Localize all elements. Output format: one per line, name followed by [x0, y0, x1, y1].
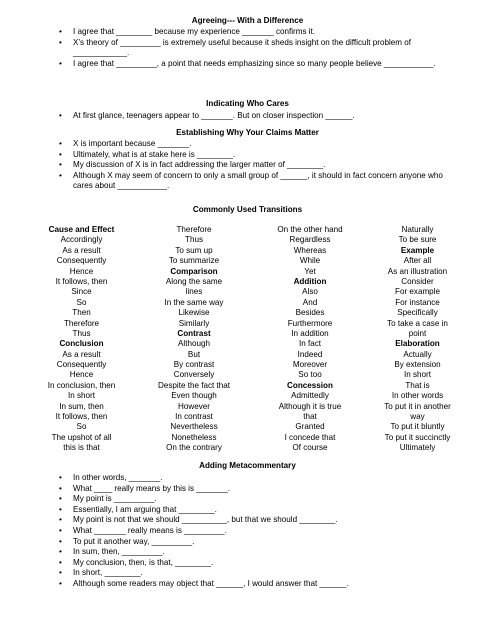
- transition-category: Conclusion: [59, 339, 104, 349]
- heading-who-cares: Indicating Who Cares: [206, 99, 289, 108]
- bullet-item: • My point is _________.: [0, 494, 495, 505]
- transitions-column-1: [34, 225, 129, 454]
- transitions-column-3: [255, 225, 365, 454]
- transition-word: To take a case in: [387, 318, 448, 328]
- transition-word: And: [302, 297, 318, 307]
- transition-category: Contrast: [177, 328, 211, 338]
- bullet-item: • My discussion of X is in fact addressing the larger matter of ________.: [0, 160, 495, 171]
- transition-word: But: [187, 349, 201, 359]
- transition-word: Along the same: [165, 276, 223, 286]
- transition-word: So: [76, 297, 87, 307]
- transition-word: Therefore: [176, 225, 212, 234]
- transition-word: However: [178, 401, 210, 411]
- transition-word: Moreover: [292, 360, 328, 370]
- transition-word: Thus: [72, 328, 91, 338]
- transition-word: To put it in another: [384, 401, 451, 411]
- transition-category: Addition: [293, 276, 327, 286]
- transition-word: To sum up: [175, 245, 213, 255]
- bullet-item: • What ____ really means by this is _______.: [0, 484, 495, 495]
- bullet-item: • I agree that _________, a point that needs emphasizing since so many people believe ___________.: [0, 59, 495, 70]
- transition-word: Consequently: [56, 256, 107, 266]
- transition-word: Although it is true: [278, 401, 342, 411]
- transition-word: In conclusion, then: [47, 380, 116, 390]
- transition-word: It follows, then: [55, 276, 108, 286]
- transition-word: point: [408, 328, 427, 338]
- transition-word: In short: [404, 370, 431, 380]
- transition-word: In sum, then: [59, 401, 104, 411]
- transition-word: I concede that: [284, 432, 336, 442]
- bullet-item: • Essentially, I am arguing that ________.: [0, 505, 495, 516]
- transition-word: Specifically: [397, 308, 438, 318]
- transition-word: Besides: [295, 308, 325, 318]
- transition-word: this is that: [63, 443, 100, 453]
- transition-category: Elaboration: [395, 339, 440, 349]
- bullet-item: • What _______ really means is _________.: [0, 526, 495, 537]
- transition-word: Similarly: [178, 318, 210, 328]
- transition-word: Actually: [403, 349, 432, 359]
- transition-word: So: [76, 422, 87, 432]
- transition-word: Even though: [171, 391, 217, 401]
- transition-word: Also: [302, 287, 318, 297]
- transition-word: Indeed: [297, 349, 323, 359]
- transition-category: Concession: [287, 380, 333, 390]
- transition-category: Example: [400, 245, 435, 255]
- transition-word: Although: [178, 339, 210, 349]
- transition-word: In the same way: [164, 297, 224, 307]
- transition-word: Therefore: [63, 318, 100, 328]
- transition-word: Hence: [69, 370, 94, 380]
- transition-word: To put it bluntly: [390, 422, 445, 432]
- transition-word: Yet: [304, 266, 316, 276]
- bullet-item: • My conclusion, then, is that, ________.: [0, 558, 495, 569]
- transition-word: Consequently: [56, 360, 107, 370]
- transition-word: lines: [185, 287, 203, 297]
- transition-word: As a result: [62, 349, 101, 359]
- transition-word: Nevertheless: [170, 422, 218, 432]
- transition-word: Despite the fact that: [158, 380, 230, 390]
- transition-word: Then: [72, 308, 91, 318]
- transition-word: For example: [395, 287, 440, 297]
- transition-word: To put it succinctly: [384, 432, 451, 442]
- transition-word: By contrast: [173, 360, 215, 370]
- bullet-item: • Ultimately, what is at stake here is ________.: [0, 150, 495, 161]
- transition-word: As a result: [62, 245, 101, 255]
- bullet-item: • Although X may seem of concern to only a small group of ______, it should in fact concern anyone who cares about ___________.: [0, 171, 495, 192]
- transition-word: In contrast: [175, 412, 213, 422]
- transition-word: In other words: [391, 391, 444, 401]
- transition-word: On the other hand: [277, 225, 343, 234]
- transition-category: Comparison: [170, 266, 218, 276]
- transition-word: Accordingly: [60, 235, 103, 245]
- bullet-item: • In sum, then, _________.: [0, 547, 495, 558]
- transition-word: By extension: [394, 360, 441, 370]
- transition-word: For instance: [395, 297, 440, 307]
- transition-word: As an illustration: [387, 266, 448, 276]
- transition-word: While: [299, 256, 321, 266]
- heading-transitions: Commonly Used Transitions: [192, 205, 303, 214]
- bullet-item: • I agree that ________ because my experience _______ confirms it.: [0, 27, 495, 38]
- transition-word: To be sure: [398, 235, 437, 245]
- transition-word: To summarize: [168, 256, 220, 266]
- heading-metacommentary: Adding Metacommentary: [199, 461, 296, 470]
- transition-word: Nonetheless: [171, 432, 217, 442]
- transition-word: So too: [298, 370, 322, 380]
- transition-word: Consider: [401, 276, 434, 286]
- transition-word: Furthermore: [287, 318, 333, 328]
- transition-word: It follows, then: [55, 412, 108, 422]
- transition-word: After all: [403, 256, 432, 266]
- transition-word: In short: [68, 391, 95, 401]
- transition-word: On the contrary: [166, 443, 222, 453]
- bullet-item: • To put it another way, _________.: [0, 537, 495, 548]
- bullet-item: • In short, ________.: [0, 568, 495, 579]
- transition-word: Admittedly: [291, 391, 329, 401]
- bullet-item: • Although some readers may object that ______, I would answer that ______.: [0, 579, 495, 590]
- list-why-matter: [0, 139, 495, 192]
- list-agreeing: [0, 27, 495, 69]
- transition-word: That is: [405, 380, 430, 390]
- transition-word: Ultimately: [399, 443, 436, 453]
- bullet-item: • In other words, _______.: [0, 473, 495, 484]
- transition-word: Conversely: [173, 370, 215, 380]
- transition-word: In fact: [298, 339, 322, 349]
- transition-word: that: [303, 412, 317, 422]
- transitions-column-2: [140, 225, 248, 454]
- transition-word: Likewise: [178, 308, 210, 318]
- transition-category: Cause and Effect: [48, 225, 115, 234]
- transition-word: Whereas: [293, 245, 327, 255]
- transition-word: way: [410, 412, 425, 422]
- transition-word: Hence: [69, 266, 94, 276]
- list-metacommentary: [0, 473, 495, 590]
- bullet-item: • X’s theory of _________ is extremely useful because it sheds insight on the difficult problem of ____________.: [0, 38, 495, 59]
- bullet-item: • X is important because _______.: [0, 139, 495, 150]
- transition-word: In addition: [291, 328, 329, 338]
- bullet-item: • At first glance, teenagers appear to _______. But on closer inspection ______.: [0, 111, 495, 122]
- transition-word: Since: [71, 287, 92, 297]
- heading-why-matter: Establishing Why Your Claims Matter: [176, 128, 319, 137]
- heading-agreeing: Agreeing--- With a Difference: [191, 16, 304, 25]
- transition-word: Thus: [185, 235, 203, 245]
- list-who-cares: [0, 111, 495, 122]
- transitions-column-4: [365, 225, 470, 454]
- transition-word: Of course: [292, 443, 328, 453]
- transition-word: Naturally: [401, 225, 434, 234]
- transition-word: Granted: [295, 422, 325, 432]
- bullet-item: • My point is not that we should __________, but that we should ________.: [0, 515, 495, 526]
- transition-word: Regardless: [289, 235, 331, 245]
- transition-word: The upshot of all: [51, 432, 112, 442]
